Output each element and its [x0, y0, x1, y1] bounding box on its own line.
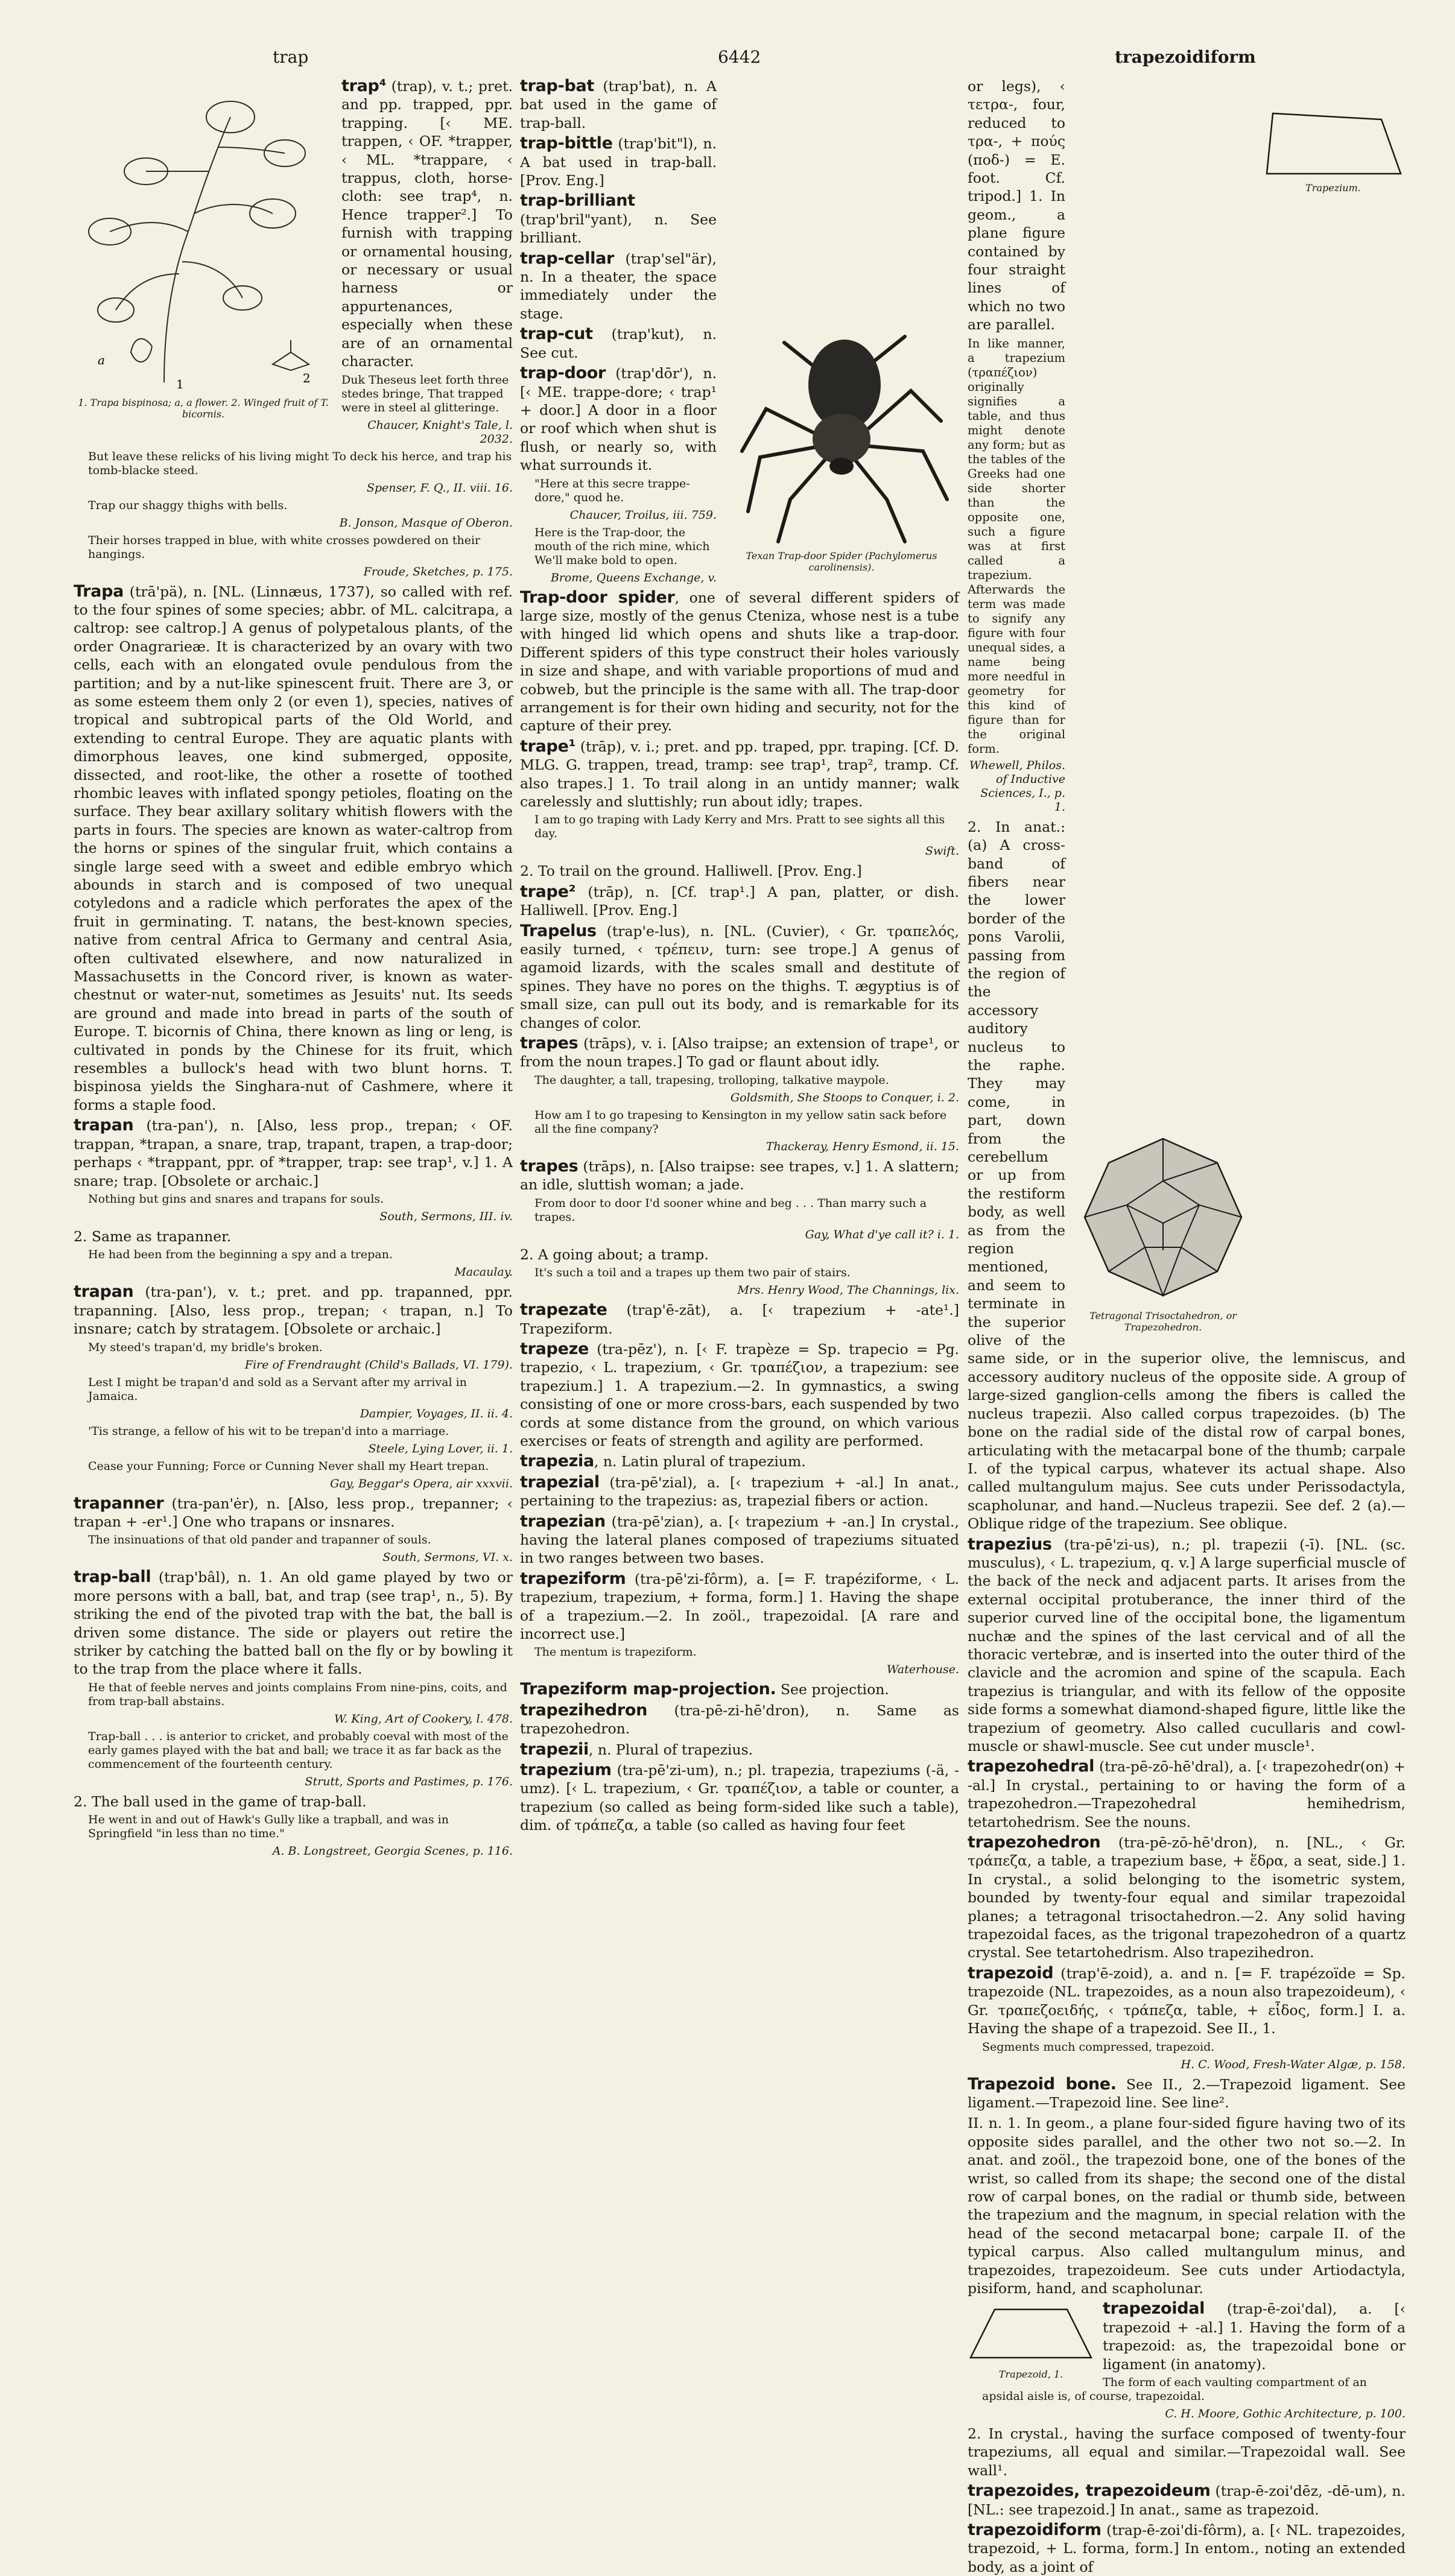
- spider-illustration: [724, 318, 959, 548]
- headword: trap-bat: [520, 77, 595, 95]
- dictionary-entry: [520, 1301, 959, 1338]
- citation: Chaucer, Knight's Tale, l. 2032.: [367, 418, 513, 446]
- quotation: 'Tis strange, a fellow of his wit to be trepan'd into a marriage.: [88, 1424, 449, 1438]
- citation: South, Sermons, VI. x.: [382, 1551, 513, 1565]
- dictionary-entry: [74, 583, 513, 1115]
- headword: trap-door: [520, 364, 606, 383]
- definition-text: (tra-pē-zō-hē'dron), n. [NL., ‹ Gr. τράπεζα, a table, a trapezium base, + ἕδρα, a seat, side.] 1. In crystal., a solid belonging to the isometric system, bounded by twenty-four equal and similar trapezoidal planes; a tetragonal trisoctahedron.—2. Any solid having trapezoidal faces, as the trigonal trapezohedron of a quartz crystal. See tetartohedrism. Also trapezihedron.: [968, 1834, 1406, 1961]
- definition-text: (trap'sel"är), n. In a theater, the space immediately under the stage.: [520, 250, 717, 322]
- dictionary-entry: [520, 1473, 959, 1510]
- definition-text: , n. Plural of trapezius.: [588, 1741, 753, 1758]
- dictionary-entry: [520, 77, 959, 132]
- dictionary-entry: [968, 1536, 1406, 1756]
- quotation: Nothing but gins and snares and trapans for souls.: [88, 1192, 384, 1206]
- dictionary-entry: [520, 862, 959, 880]
- dictionary-entry: [520, 589, 959, 735]
- citation: Goldsmith, She Stoops to Conquer, i. 2.: [731, 1090, 959, 1104]
- definition-text: or legs), ‹ τετρα-, four, reduced to τρα-, + πούς (ποδ-) = E. foot. Cf. tripod.] 1. In geom., a plane figure contained by four straight lines of which no two are parallel.: [968, 78, 1065, 334]
- definition-text: 2. In crystal., having the surface composed of twenty-four trapeziums, all equal and similar.—Trapezoidal wall. See wall¹.: [968, 2425, 1406, 2479]
- running-head: [0, 47, 1455, 75]
- dictionary-entry: [520, 1452, 959, 1470]
- trapezoid-caption: Trapezoid, 1.: [998, 2368, 1064, 2380]
- headword: trapes: [520, 1156, 579, 1176]
- dictionary-entry: [520, 1570, 959, 1644]
- column-2: [520, 77, 959, 2007]
- quotation: How am I to go trapesing to Kensington in my yellow satin sack before all the fine company?: [534, 1108, 947, 1136]
- dictionary-entry: [520, 922, 959, 1032]
- citation: H. C. Wood, Fresh-Water Algæ, p. 158.: [1181, 2057, 1406, 2071]
- trapezoid-diagram: [968, 2303, 1094, 2364]
- spider-caption: Texan Trap-door Spider (Pachylomerus carolinensis).: [746, 550, 937, 573]
- quotation: Trap our shaggy thighs with bells.: [88, 498, 288, 512]
- quotation: He that of feeble nerves and joints complains From nine-pins, coits, and from trap-ball abstains.: [88, 1680, 507, 1708]
- definition-text: (trāp), v. i.; pret. and pp. traped, ppr. traping. [Cf. D. MLG. G. trappen, tread, tramp: see trap¹, trap², tramp. Cf. also trapes.] 1. To trail along in an untidy manner; walk carelessly and sluttishly; run about idly; trapes.: [520, 738, 959, 810]
- citation: Steele, Lying Lover, ii. 1.: [368, 1441, 513, 1455]
- crystal-figure: [1073, 1127, 1254, 1333]
- citation: C. H. Moore, Gothic Architecture, p. 100.: [1165, 2407, 1406, 2420]
- headword: trapezia: [520, 1452, 594, 1471]
- quotation: The daughter, a tall, trapesing, trolloping, talkative maypole.: [534, 1073, 889, 1087]
- quotation: Duk Theseus leet forth three stedes bringe, That trapped were in steel al glitteringe.: [341, 373, 509, 414]
- dictionary-entry: [520, 1741, 959, 1759]
- trapezoid-figure: [968, 2303, 1094, 2379]
- headword: Trapelus: [520, 921, 597, 940]
- headword: trapezial: [520, 1472, 600, 1492]
- quotation: Their horses trapped in blue, with white crosses powdered on their hangings.: [88, 533, 481, 561]
- citation: Spenser, F. Q., II. viii. 16.: [366, 481, 513, 495]
- quotation: Here is the Trap-door, the mouth of the rich mine, which We'll make bold to open.: [534, 525, 710, 567]
- definition-text: (tra-pē-zi-hē'dron), n. Same as trapezohedron.: [520, 1701, 959, 1738]
- definition-text: 2. The ball used in the game of trap-ball.: [74, 1793, 367, 1810]
- running-head-right: trapezoidiform: [1115, 47, 1256, 67]
- definition-text: (tra-pē'zi-fôrm), a. [= F. trapéziforme, ‹ L. trapezium, trapezium, + forma, form.] 1. Having the shape of a trapezium.—2. In zoöl., trapezoidal. [A rare and incorrect use.]: [520, 1570, 959, 1642]
- headword: trapezohedron: [968, 1833, 1101, 1852]
- definition-text: (trap'bit"l), n. A bat used in trap-ball. [Prov. Eng.]: [520, 135, 717, 189]
- dictionary-entry: [74, 1495, 513, 1531]
- dictionary-entry: [968, 2114, 1406, 2297]
- definition-text: (tra-pan'), v. t.; pret. and pp. trapanned, ppr. trapanning. [Also, less prop., trepan; ‹ trapan, n.] To insnare; catch by stratagem. [Obsolete or archaic.]: [74, 1283, 513, 1338]
- headword: trapezium: [520, 1761, 612, 1780]
- quotation: He went in and out of Hawk's Gully like a trapball, and was in Springfield "in less than no time.": [88, 1813, 449, 1841]
- citation: A. B. Longstreet, Georgia Scenes, p. 116.: [272, 1844, 513, 1858]
- citation: Gay, What d'ye call it? i. 1.: [805, 1227, 959, 1241]
- definition-text: II. n. 1. In geom., a plane four-sided figure having two of its opposite sides parallel, and the other two not so.—2. In anat. and zoöl., the trapezoid bone, one of the bones of the wrist, so called from its shape; the second one of the distal row of carpal bones, on the radial or thumb side, between the trapezium and the magnum, in special relation with the head of the second metacarpal bone; carpale II. of the typical carpus. Also called multangulum minus, and trapezoides, trapezoideum. See cuts under Artiodactyla, pisiform, hand, and scapholunar.: [968, 2115, 1406, 2297]
- quotation: The form of each vaulting compartment of an apsidal aisle is, of course, trapezoidal.: [982, 2376, 1367, 2403]
- dictionary-entry: [74, 1283, 513, 1338]
- headword: trap-cellar: [520, 248, 615, 268]
- headword: trap-ball: [74, 1568, 151, 1587]
- dictionary-entry: [968, 2521, 1406, 2576]
- dictionary-entry: [520, 250, 959, 323]
- citation: Strutt, Sports and Pastimes, p. 176.: [305, 1774, 513, 1788]
- dictionary-entry: [968, 2075, 1406, 2112]
- quotation: Cease your Funning; Force or Cunning Never shall my Heart trepan.: [88, 1459, 489, 1473]
- definition-text: (tra-pē'zian), a. [‹ trapezium + -an.] In crystal., having the lateral planes composed of trapeziums situated in two ranges between two bases.: [520, 1513, 959, 1567]
- headword: Trapeziform map-projection.: [520, 1680, 776, 1699]
- figure-label-2: 2: [303, 371, 311, 385]
- dictionary-entry: [520, 134, 959, 189]
- definition-text: (trāps), n. [Also traipse: see trapes, v.] 1. A slattern; an idle, sluttish woman; a jade.: [520, 1157, 959, 1194]
- definition-text: (trap'bâl), n. 1. An old game played by two or more persons with a ball, bat, and trap (see trap¹, n., 5). By striking the end of the pivoted trap with the bat, the ball is driven some distance. The side or players out retire the striker by catching the batted ball on the fly or by bowling it to the trap from the place where it falls.: [74, 1569, 513, 1678]
- headword: trapan: [74, 1282, 134, 1302]
- definition-text: (trap), v. t.; pret. and pp. trapped, ppr. trapping. [‹ ME. trappen, ‹ OF. *trapper, ‹ ML. *trappare, ‹ trappus, cloth, horse-cloth: see trap⁴, n. Hence trapper².] To furnish with trapping or ornamental housing, or necessary or usual harness or appurtenances, especially when these are of an ornamental character.: [341, 78, 513, 370]
- definition-text: See II., 2.—Trapezoid ligament. See ligament.—Trapezoid line. See line².: [968, 2075, 1406, 2111]
- dictionary-entry: [74, 1227, 513, 1245]
- headword: trapes: [520, 1034, 579, 1053]
- definition-text: (trap'bat), n. A bat used in the game of trap-ball.: [520, 78, 717, 131]
- definition-text: See projection.: [776, 1681, 889, 1698]
- definition-text: 2. In anat.: (a) A cross-band of fibers near the lower border of the pons Varolii, passing from the region of the accessory auditory nucleus to the raphe. They may come, in part, down from the cerebellum or up from the restiform body, as well as from the region mentioned, and seem to terminate in the superior olive of the same side, or in the superior olive, the lemniscus, and accessory auditory nucleus of the opposite side. A group of large-sized ganglion-cells among the fibers is called the nucleus trapezii. Also called corpus trapezoides. (b) The bone on the radial side of the distal row of carpal bones, articulating with the metacarpal bone of the thumb; carpale I. of the typical carpus, whatever its actual shape. Also called multangulum majus. See cuts under Perissodactyla, scapholunar, and hand.—Nucleus trapezii. See def. 2 (a).—Oblique ridge of the trapezium. See oblique.: [968, 818, 1406, 1533]
- small-print-note: In like manner, a trapezium (τραπέζιον) originally signifies a table, and thus might denote any form; but as the tables of the Greeks had one side shorter than the opposite one, such a figure was at first called a trapezium. Afterwards the term was made to signify any figure with four unequal sides, a name being more needful in geometry for this kind of figure than for the original form.: [968, 336, 1065, 756]
- trapezium-figure: [1261, 107, 1406, 194]
- headword: trapezate: [520, 1300, 607, 1320]
- quotation: Lest I might be trapan'd and sold as a Servant after my arrival in Jamaica.: [88, 1375, 467, 1403]
- definition-text: (trap'ē-zoid), a. and n. [= F. trapézoïde = Sp. trapezoide (NL. trapezoides, as a noun also trapezoideum), ‹ Gr. τραπεζοειδής, ‹ τράπεζα, table, + εἶδος, form.] I. a. Having the shape of a trapezoid. See II., 1.: [968, 1964, 1406, 2037]
- dictionary-entry: [968, 2425, 1406, 2479]
- citation: B. Jonson, Masque of Oberon.: [339, 516, 513, 530]
- dictionary-entry: [520, 192, 959, 247]
- quotation: The insinuations of that old pander and trapanner of souls.: [88, 1533, 431, 1547]
- definition-text: 2. A going about; a tramp.: [520, 1245, 709, 1263]
- dictionary-entry: [968, 2482, 1406, 2519]
- definition-text: (trap'dōr'), n. [‹ ME. trappe-dore; ‹ trap¹ + door.] A door in a floor or roof which when shut is flush, or nearly so, with what surrounds it.: [520, 365, 717, 474]
- dictionary-entry: [520, 1245, 959, 1264]
- headword: trap⁴: [341, 77, 387, 95]
- citation: Dampier, Voyages, II. ii. 4.: [360, 1407, 513, 1420]
- crystal-caption: Tetragonal Trisoctahedron, or Trapezohedron.: [1089, 1310, 1237, 1333]
- headword: trap-cut: [520, 324, 593, 344]
- quotation: My steed's trapan'd, my bridle's broken.: [88, 1340, 323, 1354]
- headword: trape²: [520, 882, 576, 901]
- dictionary-entry: [74, 1116, 513, 1190]
- definition-text: (trap'kut), n. See cut.: [520, 326, 717, 361]
- citation: Macaulay.: [454, 1265, 513, 1279]
- definition-text: (tra-pē'zi-um), n.; pl. trapezia, trapeziums (-ä, -umz). [‹ L. trapezium, ‹ Gr. τραπέζιον, a table or counter, a trapezium (so called as being form-sided like such a table), dim. of τράπεζα, a table (so called as having four feet: [520, 1762, 959, 1834]
- headword: trapezohedral: [968, 1757, 1095, 1776]
- definition-text: (trā'pä), n. [NL. (Linnæus, 1737), so called with ref. to the four spines of some species; abbr. of ML. calcitrapa, a caltrop: see caltrop.] A genus of polypetalous plants, of the order Onagrarieæ. It is characterized by an ovary with two cells, each with an elongated ovule pendulous from the partition; and by a nut-like spinescent fruit. There are 3, or as some esteem them only 2 (or even 1), species, natives of tropical and subtropical parts of the Old World, and extending to central Europe. They are aquatic plants with dimorphous leaves, one kind submerged, opposite, dissected, and root-like, the other a rosette of toothed rhombic leaves with inflated spongy petioles, floating on the surface. They bear axillary solitary whitish flowers with the parts in fours. The species are known as water-caltrop from the horns or spines of the singular fruit, which contains a single large seed with a sweet and edible embryo which abounds in starch and is composed of two unequal cotyledons and a radicle which perforates the apex of the fruit in germinating. T. natans, the best-known species, native from central Africa to Germany and central Asia, often cultivated elsewhere, and now naturalized in Massachusetts in the Concord river, is known as water-chestnut or water-nut, sometimes as Jesuits' nut. Its seeds are ground and made into bread in parts of the south of Europe. T. bicornis of China, there known as ling or leng, is cultivated in ponds by the Chinese for its fruit, which resembles a bullock's head with two blunt horns. T. bispinosa yields the Singhara-nut of Cashmere, where it forms a staple food.: [74, 583, 513, 1113]
- citation: Waterhouse.: [886, 1663, 959, 1677]
- headword: trapeziform: [520, 1569, 626, 1588]
- dictionary-entry: [968, 1758, 1406, 1831]
- quotation: It's such a toil and a trapes up them two pair of stairs.: [534, 1266, 851, 1280]
- column-3: [968, 77, 1406, 2575]
- headword: trapezius: [968, 1534, 1052, 1554]
- headword: trape¹: [520, 736, 576, 756]
- headword: Trapa: [74, 581, 124, 601]
- trapa-caption: 1. Trapa bispinosa; a, a flower. 2. Winged fruit of T. bicornis.: [78, 397, 329, 420]
- headword: trapan: [74, 1116, 134, 1135]
- citation: South, Sermons, III. iv.: [379, 1209, 513, 1223]
- citation: Whewell, Philos. of Inductive Sciences, I., p. 1.: [969, 758, 1065, 814]
- column-1: [74, 77, 513, 2007]
- quotation: The mentum is trapeziform.: [534, 1645, 697, 1659]
- dictionary-entry: [968, 2299, 1406, 2380]
- definition-text: (trap'e-lus), n. [NL. (Cuvier), ‹ Gr. τραπελός, easily turned, ‹ τρέπειν, turn: see trope.] A genus of agamoid lizards, with the scales small and destitute of spines. They have no pores on the thighs. T. ægyptius is of small size, can pull out its body, and is remarkable for its changes of color.: [520, 922, 959, 1031]
- dictionary-entry: [520, 883, 959, 920]
- definition-text: (trap-ē-zoi'di-fôrm), a. [‹ NL. trapezoides, trapezoid, + L. forma, form.] In entom., noting an extended body, as a joint of: [968, 2522, 1406, 2575]
- dictionary-entry: [968, 1834, 1406, 1962]
- definition-text: (trap'ē-zāt), a. [‹ trapezium + -ate¹.] Trapeziform.: [520, 1302, 959, 1337]
- dictionary-entry: [74, 1793, 513, 1811]
- definition-text: (tra-pēz'), n. [‹ F. trapèze = Sp. trapecio = Pg. trapezio, ‹ L. trapezium, ‹ Gr. τραπέζιον, a trapezium: see trapezium.] 1. A trapezium.—2. In gymnastics, a swing consisting of one or more cross-bars, each suspended by two cords at some distance from the ground, on which various exercises or feats of strength and agility are performed.: [520, 1340, 959, 1449]
- page-number: 6442: [718, 47, 761, 67]
- quotation: "Here at this secre trappe-dore," quod he.: [534, 476, 690, 504]
- dictionary-entry: [520, 1157, 959, 1194]
- definition-text: 2. To trail on the ground. Halliwell. [Prov. Eng.]: [520, 862, 862, 880]
- trapa-plant-illustration: [74, 81, 333, 394]
- trapezium-diagram: [1261, 107, 1406, 180]
- trapa-figure: [74, 81, 333, 420]
- dictionary-entry: [520, 1340, 959, 1450]
- quotation: From door to door I'd sooner whine and beg . . . Than marry such a trapes.: [534, 1196, 927, 1224]
- headword: trap-brilliant: [520, 191, 635, 210]
- definition-text: , one of several different spiders of large size, mostly of the genus Cteniza, whose nest is a tube with hinged lid which opens and shuts like a trap-door. Different spiders of this type construct their holes variously in size and shape, and with variable proportions of mud and cobweb, but the principle is the same with all. The trap-door arrangement is for their own hiding and security, not for the capture of their prey.: [520, 589, 960, 735]
- citation: Froude, Sketches, p. 175.: [363, 565, 513, 578]
- citation: W. King, Art of Cookery, l. 478.: [334, 1712, 513, 1726]
- headword: trapezoides, trapezoideum: [968, 2481, 1211, 2501]
- headword: trapezihedron: [520, 1700, 648, 1720]
- quotation: He had been from the beginning a spy and a trepan.: [88, 1248, 393, 1262]
- definition-text: (trap'bril"yant), n. See brilliant.: [520, 210, 717, 247]
- citation: Brome, Queens Exchange, v.: [550, 571, 717, 584]
- quotation: But leave these relicks of his living might To deck his herce, and trap his tomb-blacke steed.: [88, 449, 512, 477]
- headword: trapezoidal: [1103, 2299, 1205, 2318]
- headword: trapanner: [74, 1493, 164, 1513]
- dictionary-entry: [520, 1513, 959, 1568]
- definition-text: , n. Latin plural of trapezium.: [594, 1453, 806, 1470]
- running-head-left: trap: [273, 47, 309, 67]
- definition-text: (trap-ē-zoi'dal), a. [‹ trapezoid + -al.] 1. Having the form of a trapezoid: as, the trapezoidal bone or ligament (in anatomy).: [1103, 2300, 1406, 2373]
- headword: trapezoid: [968, 1963, 1054, 1983]
- dictionary-entry: [74, 1568, 513, 1678]
- citation: Mrs. Henry Wood, The Channings, lix.: [737, 1283, 959, 1297]
- headword: trapezian: [520, 1511, 606, 1531]
- figure-label-1: 1: [176, 377, 184, 391]
- definition-text: (tra-pē-zō-hē'dral), a. [‹ trapezohedr(on) + -al.] In crystal., pertaining to or having the form of a trapezohedron.—Trapezohedral hemihedrism, tetartohedrism. See the nouns.: [968, 1758, 1406, 1831]
- dictionary-entry: [520, 1701, 959, 1738]
- dictionary-entry: [968, 1964, 1406, 2038]
- definition-text: 2. Same as trapanner.: [74, 1227, 232, 1245]
- dictionary-entry: [520, 738, 959, 811]
- headword: trap-bittle: [520, 134, 613, 153]
- definition-text: (trap-ē-zoi'dēz, -dē-um), n. [NL.: see trapezoid.] In anat., same as trapezoid.: [968, 2483, 1406, 2518]
- headword: trapeze: [520, 1339, 589, 1358]
- headword: trapezii: [520, 1739, 589, 1759]
- spider-figure: [724, 318, 959, 573]
- definition-text: (tra-pē'zial), a. [‹ trapezium + -al.] In anat., pertaining to the trapezius: as, trapezial fibers or action.: [520, 1473, 959, 1510]
- figure-label-a: a: [98, 353, 105, 367]
- trapezohedron-crystal: [1073, 1127, 1254, 1308]
- citation: Gay, Beggar's Opera, air xxxvii.: [330, 1476, 513, 1490]
- dictionary-entry: [520, 1680, 959, 1698]
- dictionary-entry: [520, 1761, 959, 1835]
- quotation: Segments much compressed, trapezoid.: [982, 2040, 1215, 2054]
- quotation: Trap-ball . . . is anterior to cricket, and probably coeval with most of the early games played with the bat and ball; we trace it as far back as the commencement of the fourteenth century.: [88, 1729, 509, 1771]
- definition-text: (trāps), v. i. [Also traipse; an extension of trape¹, or from the noun trapes.] To gad or flaunt about idly.: [520, 1035, 959, 1071]
- definition-text: (tra-pē'zi-us), n.; pl. trapezii (-ī). [NL. (sc. musculus), ‹ L. trapezium, q. v.] A large superficial muscle of the back of the neck and adjacent parts. It arises from the external occipital protuberance, the inner third of the superior curved line of the occipital bone, the ligamentum nuchæ and the spines of the last cervical and of all the thoracic vertebræ, and is inserted into the outer third of the clavicle and the acromion and spine of the scapula. Each trapezius is triangular, and with its fellow of the opposite side forms a somewhat diamond-shaped figure, little like the trapezium of geometry. Also called cucullaris and cowl-muscle or shawl-muscle. See cut under muscle¹.: [968, 1536, 1406, 1755]
- citation: Chaucer, Troilus, iii. 759.: [569, 508, 717, 522]
- headword: Trap-door spider: [520, 587, 675, 607]
- citation: Swift.: [925, 844, 959, 858]
- headword: trapezoidiform: [968, 2521, 1102, 2540]
- trapezium-caption: Trapezium.: [1305, 182, 1361, 194]
- headword: Trapezoid bone.: [968, 2074, 1117, 2093]
- definition-text: (tra-pan'), n. [Also, less prop., trepan; ‹ OF. trappan, *trapan, a snare, trap, trapant, trapen, a trap-door; perhaps ‹ *trappant, ppr. of *trapper, trap: see trap¹, v.] 1. A snare; trap. [Obsolete or archaic.]: [74, 1117, 513, 1189]
- dictionary-entry: [520, 1034, 959, 1071]
- citation: Fire of Frendraught (Child's Ballads, VI. 179).: [244, 1358, 513, 1372]
- definition-text: (trāp), n. [Cf. trap¹.] A pan, platter, or dish. Halliwell. [Prov. Eng.]: [520, 883, 959, 919]
- citation: Thackeray, Henry Esmond, ii. 15.: [766, 1139, 959, 1153]
- definition-text: (tra-pan'ėr), n. [Also, less prop., trepanner; ‹ trapan + -er¹.] One who trapans or insnares.: [74, 1495, 513, 1530]
- quotation: I am to go traping with Lady Kerry and Mrs. Pratt to see sights all this day.: [534, 813, 945, 841]
